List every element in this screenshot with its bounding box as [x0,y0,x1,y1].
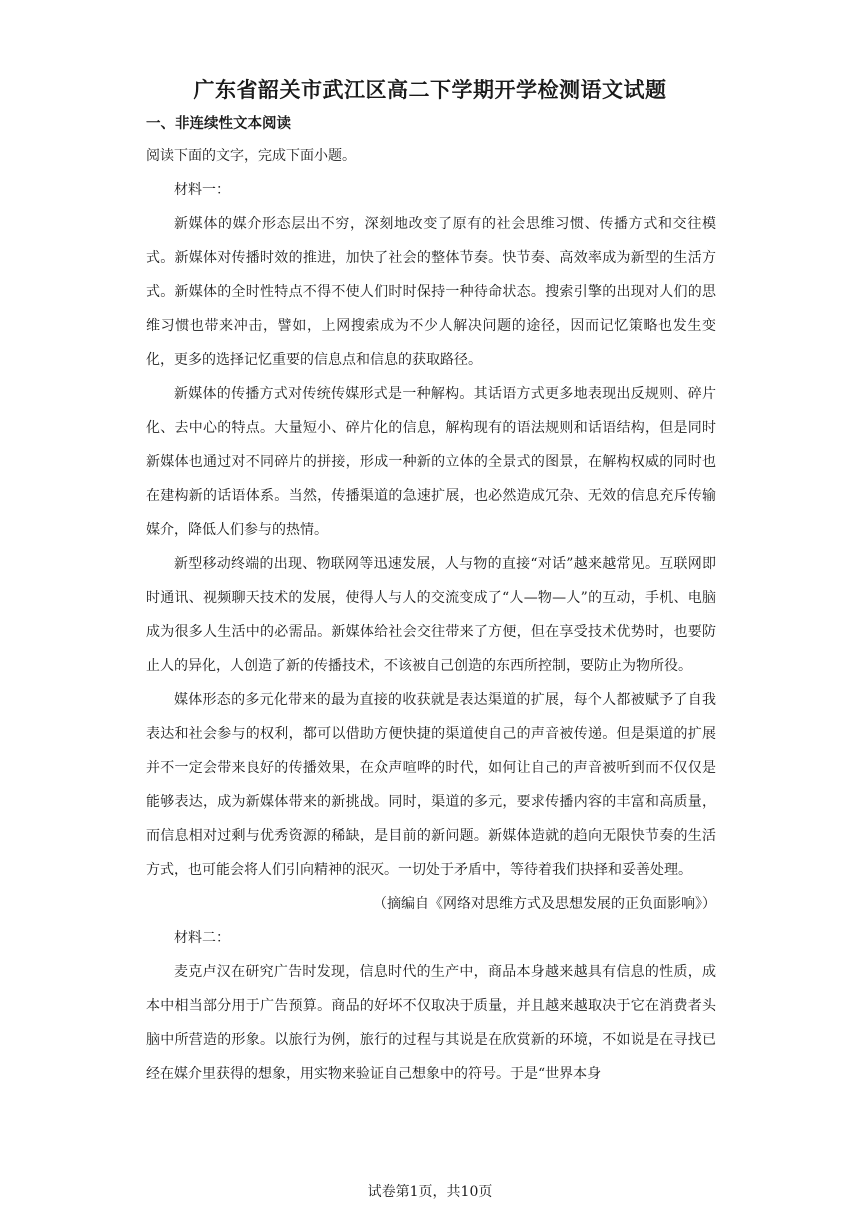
page-footer: 试卷第1页，共10页 [367,1184,493,1200]
section-heading: 一、非连续性文本阅读 [146,116,291,132]
passage-body [146,139,716,1091]
page-title: 广东省韶关市武江区高二下学期开学检测语文试题 [193,78,667,102]
material-one-paragraph: 新媒体的传播方式对传统传媒形式是一种解构。其话语方式更多地表现出反规则、碎片化、去中心的特点。大量短小、碎片化的信息，解构现有的语法规则和话语结构，但是同时新媒体也通过对不同碎片的拼接，形成一种新的立体的全景式的图景，在解构权威的同时也在建构新的话语体系。当然，传播渠道的急速扩展，也必然造成冗杂、无效的信息充斥传输媒介，降低人们参与的热情。 [146,386,716,538]
material-one-label: 材料一： [174,182,230,198]
material-one-source: （摘编自《网络对思维方式及思想发展的正负面影响》） [373,896,716,912]
instruction: 阅读下面的文字，完成下面小题。 [146,148,356,164]
material-one-paragraph: 媒体形态的多元化带来的最为直接的收获就是表达渠道的扩展，每个人都被赋予了自我表达和社会参与的权利，都可以借助方便快捷的渠道使自己的声音被传递。但是渠道的扩展并不一定会带来良好的传播效果，在众声喧哗的时代，如何让自己的声音被听到而不仅仅是能够表达，成为新媒体带来的新挑战。同时，渠道的多元，要求传播内容的丰富和高质量，而信息相对过剩与优秀资源的稀缺，是目前的新问题。新媒体造就的趋向无限快节奏的生活方式，也可能会将人们引向精神的泯灭。一切处于矛盾中，等待着我们抉择和妥善处理。 [146,692,716,878]
material-one-paragraph: 新媒体的媒介形态层出不穷，深刻地改变了原有的社会思维习惯、传播方式和交往模式。新媒体对传播时效的推进，加快了社会的整体节奏。快节奏、高效率成为新型的生活方式。新媒体的全时性特点不得不使人们时时保持一种待命状态。搜索引擎的出现对人们的思维习惯也带来冲击，譬如，上网搜索成为不少人解决问题的途径，因而记忆策略也发生变化，更多的选择记忆重要的信息点和信息的获取路径。 [146,216,716,368]
material-two-paragraph: 麦克卢汉在研究广告时发现，信息时代的生产中，商品本身越来越具有信息的性质，成本中相当部分用于广告预算。商品的好坏不仅取决于质量，并且越来越取决于它在消费者头脑中所营造的形象。以旅行为例，旅行的过程与其说是在欣赏新的环境，不如说是在寻找已经在媒介里获得的想象，用实物来验证自己想象中的符号。于是“世界本身 [146,964,716,1082]
material-two-label: 材料二： [174,930,230,946]
material-one-paragraph: 新型移动终端的出现、物联网等迅速发展，人与物的直接“对话”越来越常见。互联网即时通讯、视频聊天技术的发展，使得人与人的交流变成了“人—物—人”的互动，手机、电脑成为很多人生活中的必需品。新媒体给社会交往带来了方便，但在享受技术优势时，也要防止人的异化，人创造了新的传播技术，不该被自己创造的东西所控制，要防止为物所役。 [146,556,716,674]
